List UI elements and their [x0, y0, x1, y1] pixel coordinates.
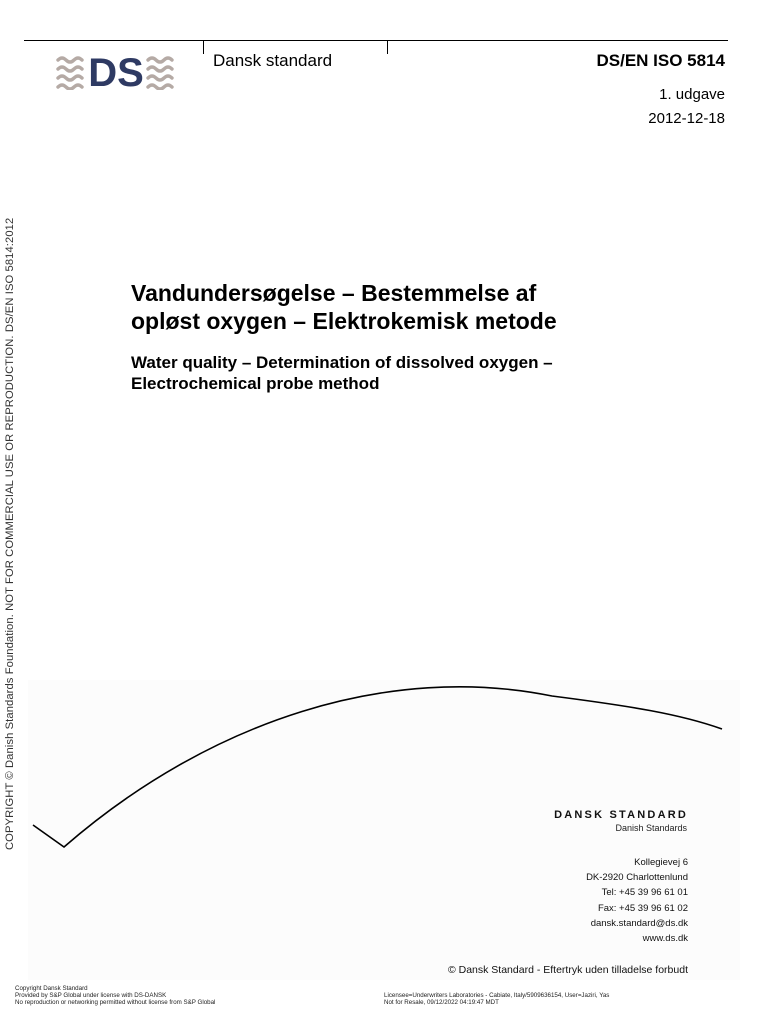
- footer-left-line-3: No reproduction or networking permitted without license from S&P Global: [15, 999, 216, 1006]
- telephone: Tel: +45 39 96 61 01: [601, 887, 688, 898]
- edition: 1. udgave: [659, 86, 725, 103]
- footer-left: [15, 985, 215, 1006]
- danish-title-line-1: Vandundersøgelse – Bestemmelse af: [131, 280, 537, 306]
- footer-right: [384, 992, 609, 1006]
- vertical-copyright-notice: COPYRIGHT © Danish Standards Foundation. NOT FOR COMMERCIAL USE OR REPRODUCTION. DS/EN ISO 5814:2012: [4, 217, 16, 850]
- fax: Fax: +45 39 96 61 02: [597, 903, 688, 914]
- publication-date: 2012-12-18: [648, 110, 725, 127]
- address-street: Kollegievej 6: [634, 857, 688, 868]
- organisation-name: DANSK STANDARD: [554, 809, 688, 821]
- email-link[interactable]: dansk.standard@ds.dk: [590, 918, 688, 929]
- english-title-line-1: Water quality – Determination of dissolved oxygen –: [131, 353, 553, 372]
- logo-wordmark: DS: [88, 52, 144, 90]
- standard-reference: DS/EN ISO 5814: [596, 51, 725, 70]
- footer-right-line-1: Licensee=Underwriters Laboratories - Cabiate, Italy/5909636154, User=Jaziri, Yas: [384, 992, 610, 999]
- organisation-subtitle: Danish Standards: [615, 823, 687, 833]
- website-link[interactable]: www.ds.dk: [642, 933, 688, 944]
- publisher-label: Dansk standard: [213, 51, 333, 70]
- footer-left-line-2: Provided by S&P Global under license with DS-DANSK: [15, 992, 167, 999]
- footer-left-line-1: Copyright Dansk Standard: [15, 985, 88, 992]
- reproduction-notice: © Dansk Standard - Eftertryk uden tilladelse forbudt: [447, 964, 688, 976]
- footer-right-line-2: Not for Resale, 09/12/2022 04:19:47 MDT: [384, 999, 499, 1006]
- danish-title-line-2: opløst oxygen – Elektrokemisk metode: [131, 308, 557, 334]
- english-title-line-2: Electrochemical probe method: [131, 374, 380, 393]
- address-city: DK-2920 Charlottenlund: [586, 872, 688, 883]
